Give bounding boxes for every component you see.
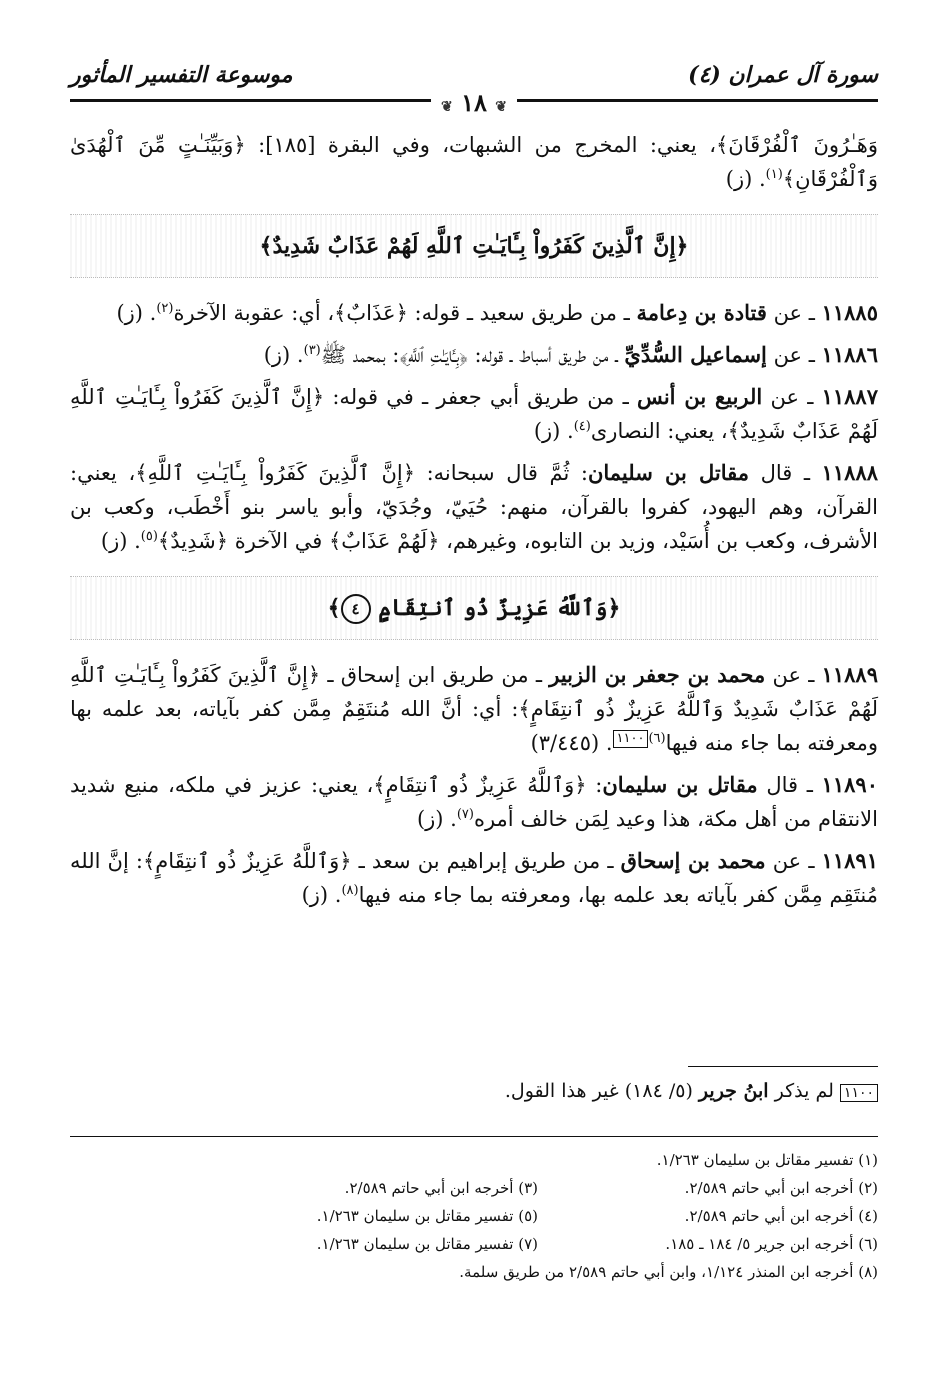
ayah-heading xyxy=(70,576,878,640)
narration-11889 xyxy=(70,658,878,760)
narrator-name: إسماعيل السُّدِّيِّ xyxy=(624,342,767,367)
ayah-text: ﴿إِنَّ ٱلَّذِينَ كَفَرُواْ بِـَٔايَـٰتِ ٱللَّهِ لَهُمْ عَذَابٌ شَدِيدٌ﴾ xyxy=(259,233,689,259)
ayah-text: ﴿وَٱللَّهُ عَزِيزٌ ذُو ٱنتِقَامٍ xyxy=(378,595,621,621)
intro-paragraph xyxy=(70,128,878,196)
narration-number: ١١٨٨٧ xyxy=(821,384,878,409)
narration-text: ـ من طريق أسباط ـ قوله: ﴿بِـَٔايَـٰتِ ٱللَّهِ﴾: بمحمد ﷺ xyxy=(320,343,625,367)
narration-number: ١١٨٨٩ xyxy=(821,662,878,687)
footnote-ref[interactable]: (٢) xyxy=(156,301,174,316)
footnote-2: (٢) أخرجه ابن أبي حاتم ٢/٥٨٩. xyxy=(684,1179,878,1197)
narration-prefix: ـ عن xyxy=(765,663,822,687)
footnote-8: (٨) أخرجه ابن المنذر ١/١٢٤، وابن أبي حاتم ٢/٥٨٩ من طريق سلمة. xyxy=(459,1263,878,1281)
narrator-name: الربيع بن أنس xyxy=(637,384,763,409)
narrator-name: مقاتل بن سليمان xyxy=(602,772,758,797)
comment-prefix: لم يذكر xyxy=(768,1080,840,1102)
footnote-ref[interactable]: (٨) xyxy=(341,883,359,898)
narrator-name: محمد بن إسحاق xyxy=(620,848,766,873)
header-rule xyxy=(70,88,878,117)
narrator-name: محمد بن جعفر بن الزبير xyxy=(549,662,766,687)
narration-number: ١١٨٩١ xyxy=(821,848,878,873)
narration-text: ـ من طريق إبراهيم بن سعد ـ ﴿وَٱللَّهُ عَزِيزٌ ذُو ٱنتِقَامٍ﴾: إنَّ الله مُنتَقِم مِمَّن كفر بآياته بعد علمه بها، ومعرفته بما جاء منه فيها xyxy=(70,849,878,907)
narration-end: . (ز) xyxy=(263,343,304,367)
footnote-ref[interactable]: (٤) xyxy=(573,419,591,434)
narrator-name: مقاتل بن سليمان xyxy=(587,460,750,485)
comment-ref-box[interactable]: ١١٠٠ xyxy=(613,730,649,748)
narration-11885 xyxy=(70,296,878,330)
narration-number: ١١٨٨٦ xyxy=(821,342,878,367)
narration-end: . (ز) xyxy=(301,883,342,907)
surah-title: سورة آل عمران (٤) xyxy=(688,62,878,88)
header-rule-right xyxy=(516,99,878,102)
narration-end: . (ز) xyxy=(100,529,141,553)
footnote-ref[interactable]: (٦) xyxy=(648,731,666,746)
footnote-3: (٣) أخرجه ابن أبي حاتم ٢/٥٨٩. xyxy=(344,1179,538,1197)
narration-number: ١١٨٩٠ xyxy=(821,772,878,797)
ornament-icon: ❦ xyxy=(495,99,507,115)
header-rule-left xyxy=(70,99,432,102)
footnote-row xyxy=(70,1230,878,1258)
narration-prefix: ـ عن xyxy=(766,343,822,367)
ayah-close: ﴾ xyxy=(327,595,341,621)
footnote-5: (٥) تفسير مقاتل بن سليمان ١/٢٦٣. xyxy=(316,1207,538,1225)
footnote-4: (٤) أخرجه ابن أبي حاتم ٢/٥٨٩. xyxy=(684,1207,878,1225)
narration-end: . (ز) xyxy=(116,301,157,325)
narration-text: ـ من طريق ابن إسحاق ـ ﴿إِنَّ ٱلَّذِينَ كَفَرُواْ بِـَٔايَـٰتِ ٱللَّهِ لَهُمْ عَذَابٌ شَدِيدٌ وَٱللَّهُ عَزِيزٌ ذُو ٱنتِقَامٍ﴾: أي: أنَّ الله مُنتَقِمٌ مِمَّن كفر بآياته، بعد علمه بها ومعرفته بما جاء منه فيها xyxy=(70,663,878,755)
narration-number: ١١٨٨٥ xyxy=(821,300,878,325)
ayah-heading xyxy=(70,214,878,278)
narration-end: . (٣/٤٤٥) xyxy=(530,731,613,755)
ornament-icon: ❦ xyxy=(441,99,453,115)
footnote-1: (١) تفسير مقاتل بن سليمان ١/٢٦٣. xyxy=(656,1151,878,1169)
narration-prefix: ـ عن xyxy=(765,849,822,873)
comment-author: ابنُ جرير xyxy=(698,1080,769,1102)
footnote-row xyxy=(70,1174,878,1202)
footnote-divider xyxy=(70,1136,878,1137)
narration-text: : ﴿وَٱللَّهُ عَزِيزٌ ذُو ٱنتِقَامٍ﴾، يعني: عزيز في ملكه، منيع شديد الانتقام من أهل مكة، هذا وعيد لِمَن خالف أمره xyxy=(70,773,878,831)
narration-prefix: ـ قال xyxy=(757,773,822,797)
intro-end: . (ز) xyxy=(725,167,766,191)
comment-number-box: ١١٠٠ xyxy=(840,1084,878,1102)
narrator-name: قتادة بن دِعامة xyxy=(636,300,767,325)
footnote-6: (٦) أخرجه ابن جرير ٥/ ١٨٤ ـ ١٨٥. xyxy=(665,1235,878,1253)
ayah-number-mark: ٤ xyxy=(341,594,371,624)
footnote-ref[interactable]: (٥) xyxy=(140,529,158,544)
main-content xyxy=(70,128,878,920)
page-number-group xyxy=(431,88,517,117)
footnote-ref[interactable]: (٧) xyxy=(456,807,474,822)
narration-11887 xyxy=(70,380,878,448)
narration-prefix: ـ قال xyxy=(749,461,822,485)
footnotes xyxy=(70,1146,878,1286)
intro-text: وَهَـٰرُونَ ٱلْفُرْقَانَ﴾، يعني: المخرج من الشبهات، وفي البقرة [١٨٥]: ﴿وَبَيِّنَـٰتٍ مِّنَ ٱلْهُدَىٰ وَٱلْفُرْقَانِ﴾ xyxy=(70,133,879,191)
narration-end: . (ز) xyxy=(533,419,574,443)
narration-number: ١١٨٨٨ xyxy=(821,460,879,485)
narration-11886 xyxy=(70,338,878,372)
narration-11888 xyxy=(70,456,878,558)
narration-text: ـ من طريق سعيد ـ قوله: ﴿عَذَابٌ﴾، أي: عقوبة الآخرة xyxy=(173,301,637,325)
page-number: ١٨ xyxy=(461,88,487,117)
narration-end: . (ز) xyxy=(416,807,457,831)
narration-11891 xyxy=(70,844,878,912)
footnote-ref[interactable]: (٣) xyxy=(303,343,321,358)
footnote-7: (٧) تفسير مقاتل بن سليمان ١/٢٦٣. xyxy=(316,1235,538,1253)
footnote-ref[interactable]: (١) xyxy=(765,167,783,182)
narration-text: ـ من طريق أبي جعفر ـ في قوله: ﴿إِنَّ ٱلَّذِينَ كَفَرُواْ بِـَٔايَـٰتِ ٱللَّهِ لَهُمْ عَذَابٌ شَدِيدٌ﴾، يعني: النصارى xyxy=(70,385,878,443)
narration-prefix: ـ عن xyxy=(762,385,822,409)
narration-11890 xyxy=(70,768,878,836)
narration-text: : ثُمَّ قال سبحانه: ﴿إِنَّ ٱلَّذِينَ كَفَرُواْ بِـَٔايَـٰتِ ٱللَّهِ﴾، يعني: القرآن، وهم اليهود، كفروا بالقرآن، منهم: حُيَيّ، وجُدَيّ، وأبو ياسر بنو أَخْطَب، وكعب بن الأشرف، وكعب بن أُسَيْد، وزيد بن التابوه، وغيرهم، ﴿لَهُمْ عَذَابٌ﴾ في الآخرة ﴿شَدِيدٌ﴾ xyxy=(70,461,878,553)
comment-divider xyxy=(688,1066,878,1067)
running-header xyxy=(70,62,878,122)
editor-comment xyxy=(70,1076,878,1106)
comment-text: (٥/ ١٨٤) غير هذا القول. xyxy=(504,1080,699,1102)
footnote-row xyxy=(70,1146,878,1174)
narration-prefix: ـ عن xyxy=(766,301,822,325)
footnote-row xyxy=(70,1202,878,1230)
book-title: موسوعة التفسير المأثور xyxy=(70,62,293,88)
